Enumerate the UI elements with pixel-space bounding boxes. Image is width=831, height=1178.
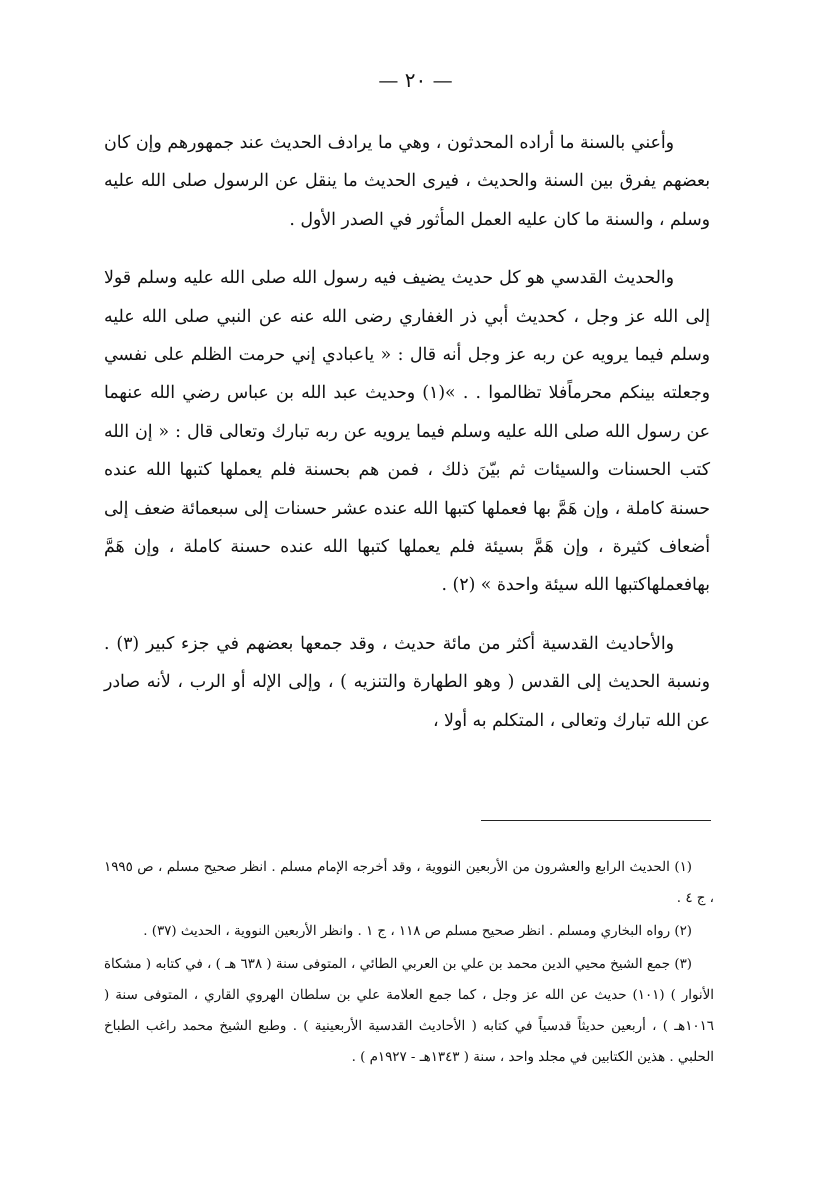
paragraph-sunnah-definition: وأعني بالسنة ما أراده المحدثون ، وهي ما يرادف الحديث عند جمهورهم وإن كان بعضهم يفرق بين السنة والحديث ، فيرى الحديث ما ينقل عن الرسول صلى الله عليه وسلم ، والسنة ما كان عليه العمل المأثور في الصدر الأول . bbox=[104, 133, 710, 230]
paragraph-qudsi-hadith-count: والأحاديث القدسية أكثر من مائة حديث ، وقد جمعها بعضهم في جزء كبير (٣) . ونسبة الحديث إلى القدس ( وهو الطهارة والتنزيه ) ، وإلى الإله أو الرب ، لأنه صادر عن الله تبارك وتعالى ، المتكلم به أولا ، bbox=[104, 633, 710, 731]
footnote-1: (١) الحديث الرابع والعشرون من الأربعين النووية ، وقد أخرجه الإمام مسلم . انظر صحيح مسلم ، ص ١٩٩٥ ، ج ٤ . bbox=[104, 860, 714, 906]
footnotes bbox=[104, 852, 714, 1073]
paragraph-qudsi-hadith-definition: والحديث القدسي هو كل حديث يضيف فيه رسول الله صلى الله عليه وسلم قولا إلى الله عز وجل ، كحديث أبي ذر الغفاري رضى الله عنه عن النبي صلى الله عليه وسلم فيما يرويه عن ربه عز وجل أنه قال : « ياعبادي إني حرمت الظلم على نفسي وجعلته بينكم محرماًفلا تظالموا . . »(١) وحديث عبد الله بن عباس رضي الله عنهما عن رسول الله صلى الله عليه وسلم فيما يرويه عن ربه تبارك وتعالى قال : « إن الله كتب الحسنات والسيئات ثم بيّنَ ذلك ، فمن هم بحسنة فلم يعملها كتبها الله عنده حسنة كاملة ، وإن هَمَّ بها فعملها كتبها الله عنده عشر حسنات إلى سبعمائة ضعف إلى أضعاف كثيرة ، وإن هَمَّ بسيئة فلم يعملها كتبها الله عنده حسنة كاملة ، وإن هَمَّ بهافعملهاكتبها الله سيئة واحدة » (٢) . bbox=[104, 268, 710, 596]
footnote-2: (٢) رواه البخاري ومسلم . انظر صحيح مسلم ص ١١٨ ، ج ١ . وانظر الأربعين النووية ، الحديث (٣٧) . bbox=[143, 924, 692, 939]
main-text bbox=[104, 124, 710, 740]
footnote-divider bbox=[481, 820, 711, 821]
page-number: — ٢٠ — bbox=[378, 68, 453, 92]
footnote-3: (٣) جمع الشيخ محيي الدين محمد بن علي بن العربي الطائي ، المتوفى سنة ( ٦٣٨ هـ ) ، في كتابه ( مشكاة الأنوار ) (١٠١) حديث عن الله عز وجل ، كما جمع العلامة علي بن سلطان الهروي القاري ، المتوفى سنة ( ١٠١٦هـ ) ، أربعين حديثاً قدسياً في كتابه ( الأحاديث القدسية الأربعينية ) . وطبع الشيخ محمد راغب الطباخ الحلبي . هذين الكتابين في مجلد واحد ، سنة ( ١٣٤٣هـ - ١٩٢٧م ) . bbox=[104, 957, 714, 1065]
